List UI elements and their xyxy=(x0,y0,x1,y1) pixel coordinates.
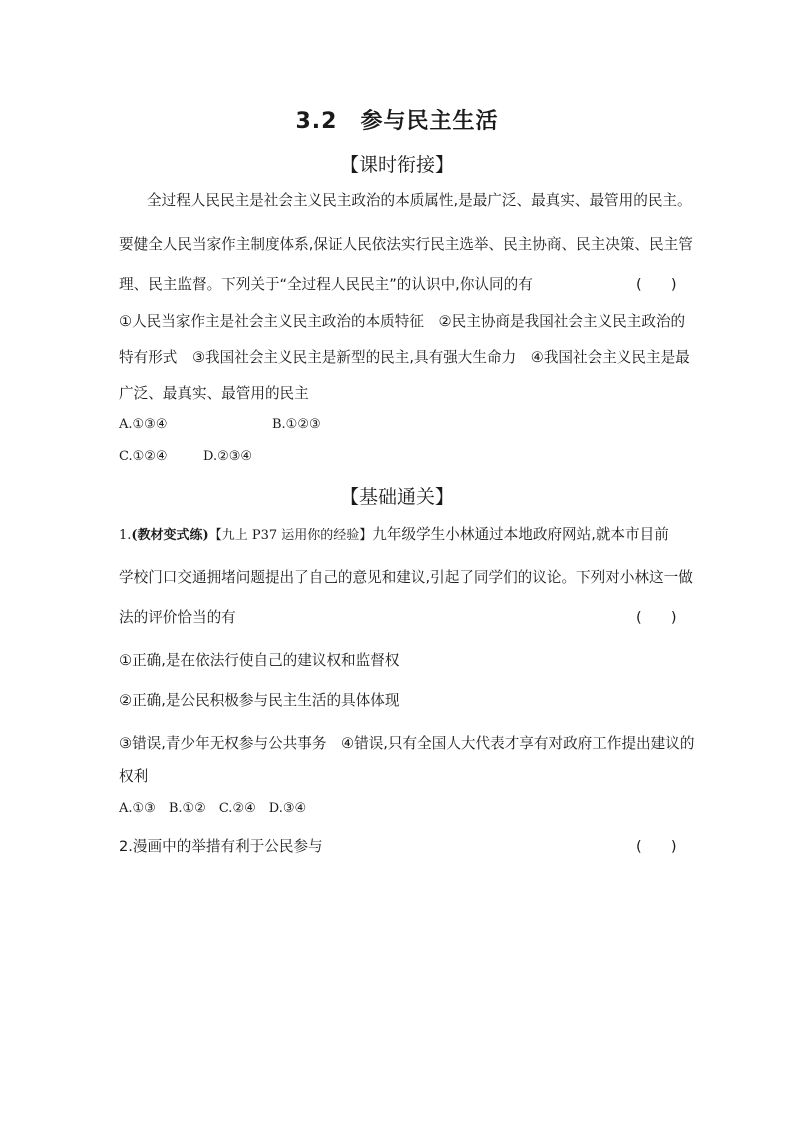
option-b: B.①②③ xyxy=(272,417,321,432)
question-1-line-2: 学校门口交通拥堵问题提出了自己的意见和建议,引起了同学们的议论。下列对小林这一做 xyxy=(119,569,693,586)
statement-line: ②正确,是公民积极参与民主生活的具体体现 xyxy=(119,692,400,709)
answer-parenthesis: ( ) xyxy=(636,838,677,855)
paragraph-line: 全过程人民民主是社会主义民主政治的本质属性,是最广泛、最真实、最管用的民主。 xyxy=(147,192,692,209)
question-text: 九年级学生小林通过本地政府网站,就本市目前 xyxy=(372,526,669,543)
question-1-line-1 xyxy=(119,525,675,546)
paragraph-line: 理、民主监督。下列关于“全过程人民民主”的认识中,你认同的有 xyxy=(119,276,533,293)
option-c: C.①②④ xyxy=(119,449,168,464)
page-title: 3.2 参与民主生活 xyxy=(295,109,499,134)
statement-line: 广泛、最真实、最管用的民主 xyxy=(119,385,309,402)
statement-line: ③错误,青少年无权参与公共事务 ④错误,只有全国人大代表才享有对政府工作提出建议的 xyxy=(119,735,695,752)
answer-parenthesis: ( ) xyxy=(636,276,677,293)
section-heading-basic-practice: 【基础通关】 xyxy=(339,486,454,508)
question-source: 【九上 P37 运用你的经验】 xyxy=(208,528,373,543)
question-number: 1. xyxy=(119,528,132,543)
question-2-text: 2.漫画中的举措有利于公民参与 xyxy=(119,838,323,855)
question-1-options: A.①③ B.①② C.②④ D.③④ xyxy=(119,801,307,816)
statement-line: ①正确,是在依法行使自己的建议权和监督权 xyxy=(119,652,400,669)
question-tag: (教材变式练) xyxy=(131,528,209,543)
statement-line: ①人民当家作主是社会主义民主政治的本质特征 ②民主协商是我国社会主义民主政治的 xyxy=(119,313,686,330)
question-1-line-3: 法的评价恰当的有 xyxy=(119,609,236,626)
paragraph-line: 要健全人民当家作主制度体系,保证人民依法实行民主选举、民主协商、民主决策、民主管 xyxy=(119,236,693,253)
section-heading-lesson-link: 【课时衔接】 xyxy=(339,154,454,176)
option-d: D.②③④ xyxy=(203,449,253,464)
answer-parenthesis: ( ) xyxy=(636,609,677,626)
statement-line: 权利 xyxy=(119,768,149,785)
option-a: A.①③④ xyxy=(119,417,168,432)
statement-line: 特有形式 ③我国社会主义民主是新型的民主,具有强大生命力 ④我国社会主义民主是最 xyxy=(119,349,690,366)
